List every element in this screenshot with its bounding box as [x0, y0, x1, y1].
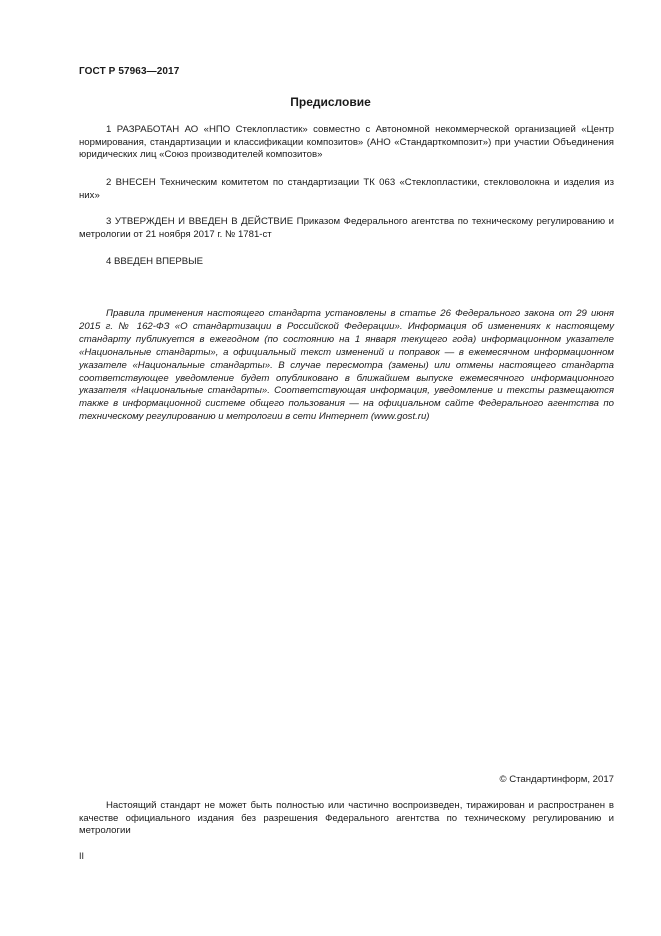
page-number: II — [79, 851, 85, 861]
foreword-item-approved: 3 УТВЕРЖДЕН И ВВЕДЕН В ДЕЙСТВИЕ Приказом Федерального агентства по техническому регулированию и метрологии от 21 ноября 2017 г. № 1781-ст — [79, 216, 614, 240]
reproduction-notice: Настоящий стандарт не может быть полностью или частично воспроизведен, тиражирован и распространен в качестве официального издания без разрешения Федерального агентства по техническому регулированию и метрологии — [79, 800, 614, 837]
foreword-item-introduced: 2 ВНЕСЕН Техническим комитетом по стандартизации ТК 063 «Стеклопластики, стекловолокна и изделия из них» — [79, 177, 614, 201]
foreword-item-first-introduced: 4 ВВЕДЕН ВПЕРВЫЕ — [106, 256, 204, 267]
foreword-item-developed: 1 РАЗРАБОТАН АО «НПО Стеклопластик» совместно с Автономной некоммерческой организацией «Центр нормирования, стандартизации и классификации композитов» (АНО «Стандарткомпозит») при участии Объединения юридических лиц «Союз производителей композитов» — [79, 124, 614, 161]
section-title: Предисловие — [290, 95, 371, 109]
standard-code: ГОСТ Р 57963—2017 — [79, 66, 180, 77]
copyright-line: © Стандартинформ, 2017 — [499, 774, 614, 785]
application-rules-text: Правила применения настоящего стандарта установлены в статье 26 Федерального закона от 29 июня 2015 г. № 162-ФЗ «О стандартизации в Российской Федерации». Информация об изменениях к настоящему стандарту публикуется в ежегодном (по состоянию на 1 января текущего года) информационном указателе «Национальные стандарты», а официальный текст изменений и поправок — в ежемесячном информационном указателе «Национальные стандарты». В случае пересмотра (замены) или отмены настоящего стандарта соответствующее уведомление будет опубликовано в ближайшем выпуске ежемесячного информационного указателя «Национальные стандарты». Соответствующая информация, уведомление и тексты размещаются также в информационной системе общего пользования — на официальном сайте Федерального агентства по техническому регулированию и метрологии в сети Интернет (www.gost.ru) — [79, 308, 614, 423]
